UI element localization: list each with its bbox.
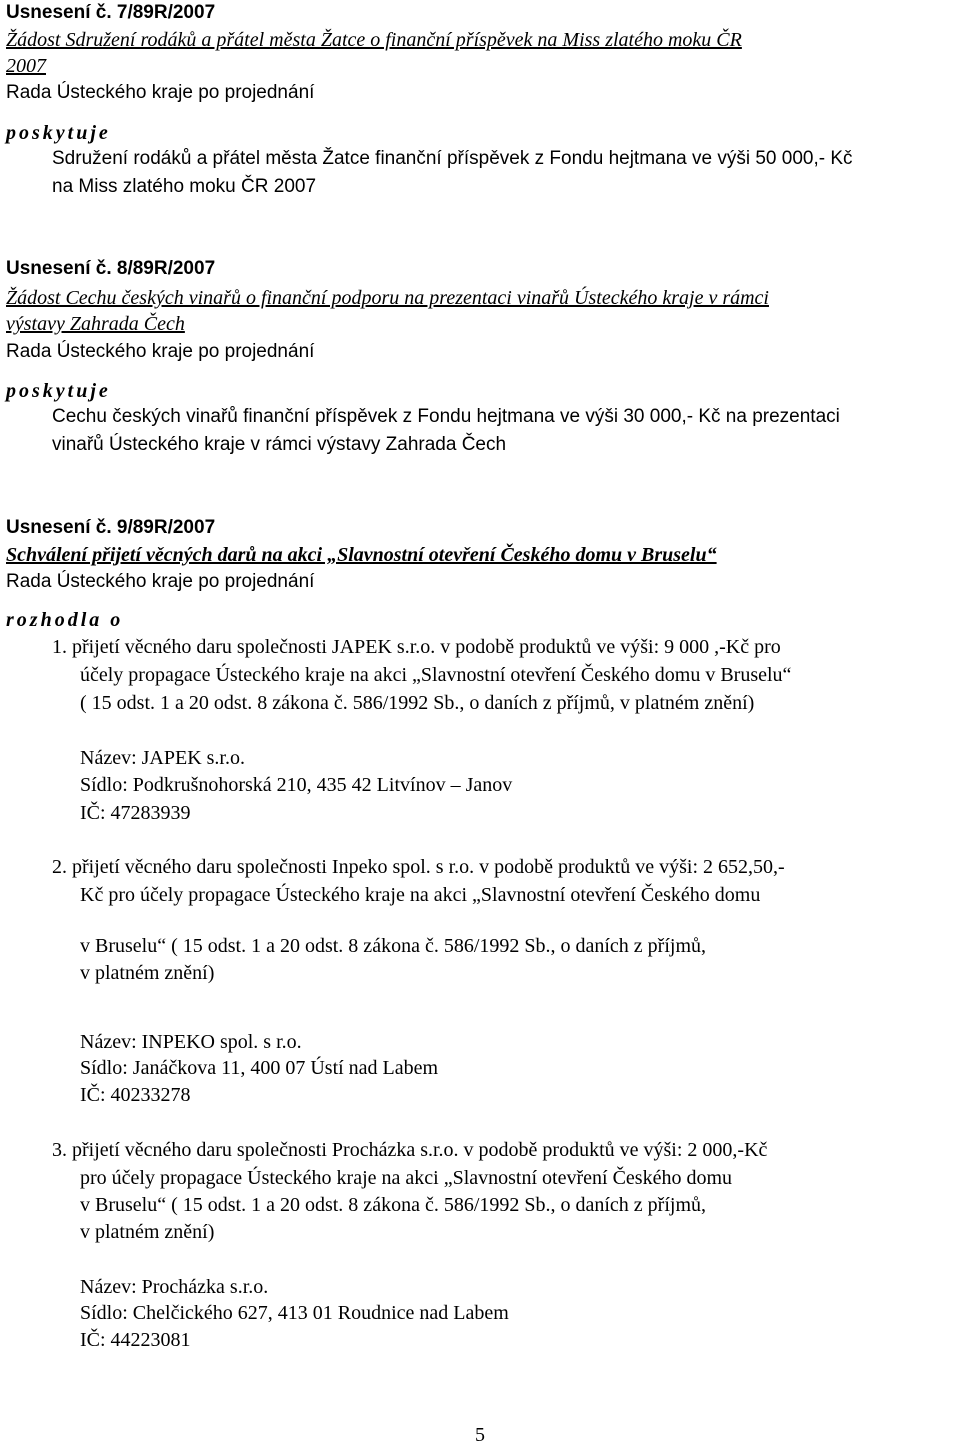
gift-item-3-line-3: v Bruselu“ ( 15 odst. 1 a 20 odst. 8 zákona č. 586/1992 Sb., o daních z příjmů,: [80, 1194, 707, 1216]
gift-item-1-company-seat: Sídlo: Podkrušnohorská 210, 435 42 Litvínov – Janov: [80, 774, 513, 796]
resolution-3-title: Schválení přijetí věcných darů na akci „Slavnostní otevření Českého domu v Bruselu“: [6, 544, 717, 566]
resolution-3-number: Usnesení č. 9/89R/2007: [6, 517, 216, 538]
gift-item-3-line-4: v platném znění): [80, 1221, 215, 1243]
gift-item-2-line-2: Kč pro účely propagace Ústeckého kraje na akci „Slavnostní otevření Českého domu: [80, 884, 761, 906]
gift-item-3-company-ic: IČ: 44223081: [80, 1329, 191, 1351]
gift-item-2-line-4: v platném znění): [80, 962, 215, 984]
gift-item-3-company-name: Název: Procházka s.r.o.: [80, 1276, 269, 1298]
resolution-1-body: Sdružení rodáků a přátel města Žatce finanční příspěvek z Fondu hejtmana ve výši 50 000,- Kč: [52, 148, 853, 169]
resolution-2-number: Usnesení č. 8/89R/2007: [6, 258, 216, 279]
resolution-1-number: Usnesení č. 7/89R/2007: [6, 2, 216, 23]
gift-item-2-line-3: v Bruselu“ ( 15 odst. 1 a 20 odst. 8 zákona č. 586/1992 Sb., o daních z příjmů,: [80, 935, 707, 957]
resolution-2-body-cont: vinařů Ústeckého kraje v rámci výstavy Zahrada Čech: [52, 434, 507, 455]
gift-item-2-line-1: 2. přijetí věcného daru společnosti Inpeko spol. s r.o. v podobě produktů ve výši: 2 652,50,-: [52, 856, 785, 878]
gift-item-1-line-1: 1. přijetí věcného daru společnosti JAPEK s.r.o. v podobě produktů ve výši: 9 000 ,-Kč pro: [52, 636, 781, 658]
resolution-2-title: Žádost Cechu českých vinařů o finanční podporu na prezentaci vinařů Ústeckého kraje v rámci: [6, 287, 769, 309]
resolution-2-body: Cechu českých vinařů finanční příspěvek z Fondu hejtmana ve výši 30 000,- Kč na prezentaci: [52, 406, 840, 427]
resolution-1-verb: poskytuje: [6, 122, 111, 144]
gift-item-1-company-name: Název: JAPEK s.r.o.: [80, 747, 245, 769]
gift-item-3-line-2: pro účely propagace Ústeckého kraje na akci „Slavnostní otevření Českého domu: [80, 1167, 733, 1189]
resolution-3-council: Rada Ústeckého kraje po projednání: [6, 571, 315, 592]
page-number: 5: [475, 1424, 485, 1446]
gift-item-2-company-seat: Sídlo: Janáčkova 11, 400 07 Ústí nad Labem: [80, 1057, 439, 1079]
gift-item-2-company-ic: IČ: 40233278: [80, 1084, 191, 1106]
gift-item-3-line-1: 3. přijetí věcného daru společnosti Procházka s.r.o. v podobě produktů ve výši: 2 000,-Kč: [52, 1139, 768, 1161]
resolution-1-council: Rada Ústeckého kraje po projednání: [6, 82, 315, 103]
gift-item-1-line-3: ( 15 odst. 1 a 20 odst. 8 zákona č. 586/1992 Sb., o daních z příjmů, v platném znění): [80, 692, 755, 714]
resolution-3-verb: rozhodla o: [6, 609, 124, 631]
gift-item-1-line-2: účely propagace Ústeckého kraje na akci „Slavnostní otevření Českého domu v Bruselu“: [80, 664, 792, 686]
gift-item-1-company-ic: IČ: 47283939: [80, 802, 191, 824]
resolution-1-title-cont: 2007: [6, 55, 46, 77]
resolution-1-title: Žádost Sdružení rodáků a přátel města Žatce o finanční příspěvek na Miss zlatého moku ČR: [6, 29, 742, 51]
resolution-2-title-cont: výstavy Zahrada Čech: [6, 313, 185, 335]
resolution-2-council: Rada Ústeckého kraje po projednání: [6, 341, 315, 362]
resolution-2-verb: poskytuje: [6, 380, 111, 402]
resolution-1-body-cont: na Miss zlatého moku ČR 2007: [52, 176, 317, 197]
gift-item-3-company-seat: Sídlo: Chelčického 627, 413 01 Roudnice nad Labem: [80, 1302, 509, 1324]
gift-item-2-company-name: Název: INPEKO spol. s r.o.: [80, 1031, 302, 1053]
